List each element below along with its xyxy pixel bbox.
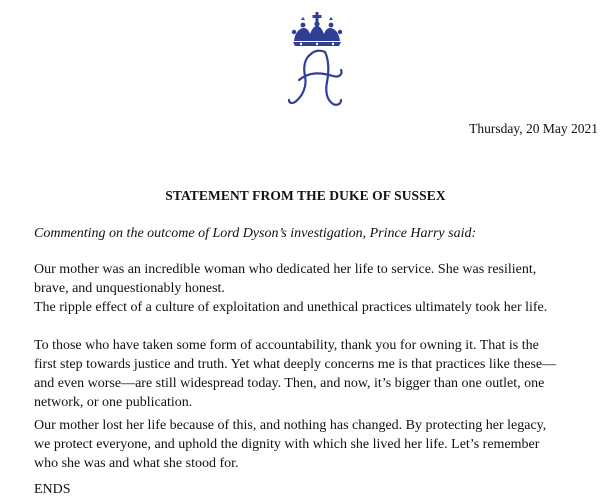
statement-date: Thursday, 20 May 2021 (469, 121, 598, 136)
paragraph-line: who she was and what she stood for. (34, 456, 239, 471)
monogram-logo (281, 8, 353, 110)
statement-paragraph (34, 336, 602, 412)
paragraph-line: we protect everyone, and uphold the dignity with which she lived her life. Let’s remember (34, 437, 540, 452)
statement-intro: Commenting on the outcome of Lord Dyson’s investigation, Prince Harry said: (34, 226, 477, 241)
paragraph-line: first step towards justice and truth. Yet what deeply concerns me is that practices like these— (34, 357, 557, 372)
paragraph-line: and even worse—are still widespread today. Then, and now, it’s bigger than one outlet, one (34, 376, 545, 391)
monogram-h-icon (289, 51, 342, 105)
statement-paragraph (34, 416, 602, 473)
crown-icon (292, 12, 342, 46)
paragraph-line: network, or one publication. (34, 395, 193, 410)
statement-paragraph (34, 260, 602, 317)
paragraph-line: The ripple effect of a culture of exploitation and unethical practices ultimately took her life. (34, 300, 548, 315)
paragraph-line: Our mother lost her life because of this, and nothing has changed. By protecting her legacy, (34, 418, 547, 433)
paragraph-line: To those who have taken some form of accountability, thank you for owning it. That is the (34, 338, 539, 353)
statement-title: STATEMENT FROM THE DUKE OF SUSSEX (165, 188, 446, 203)
paragraph-line: brave, and unquestionably honest. (34, 281, 225, 296)
ends-marker: ENDS (34, 482, 71, 497)
paragraph-line: Our mother was an incredible woman who dedicated her life to service. She was resilient, (34, 262, 537, 277)
